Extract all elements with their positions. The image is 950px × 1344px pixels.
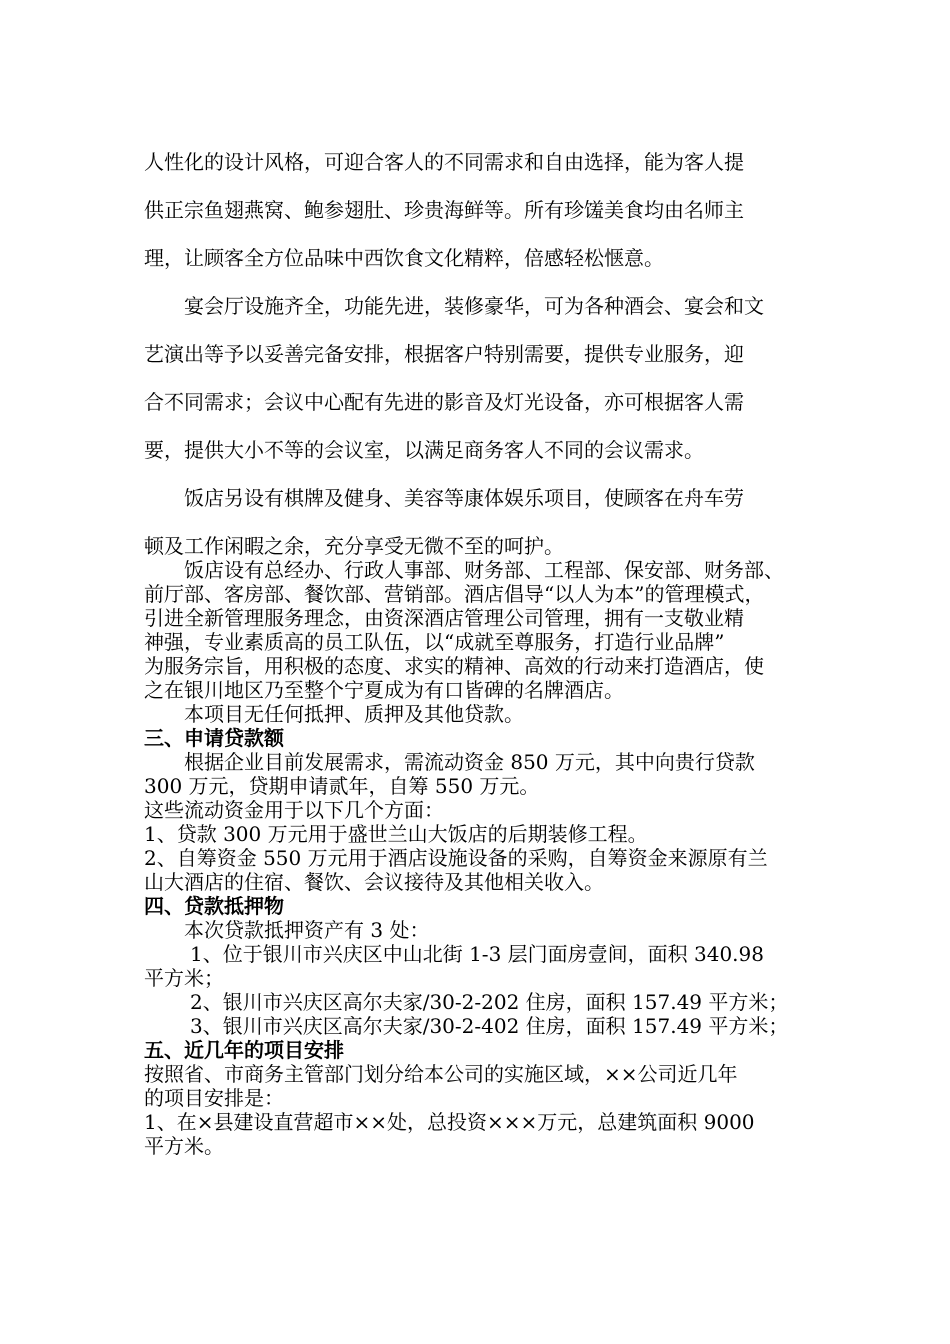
paragraph-line: 前厅部、客房部、餐饮部、营销部。酒店倡导“以人为本”的管理模式， xyxy=(144,582,765,606)
paragraph-line: 理，让顾客全方位品味中西饮食文化精粹，倍感轻松惬意。 xyxy=(144,246,664,270)
paragraph-line: 按照省、市商务主管部门划分给本公司的实施区域，××公司近几年 xyxy=(144,1062,738,1086)
list-item: 2、自筹资金 550 万元用于酒店设施设备的采购，自筹资金来源原有兰 xyxy=(144,846,768,870)
section-heading: 三、申请贷款额 xyxy=(144,726,284,750)
paragraph-line: 为服务宗旨，用积极的态度、求实的精神、高效的行动来打造酒店，使 xyxy=(144,654,764,678)
paragraph-line: 引进全新管理服务理念，由资深酒店管理公司管理，拥有一支敬业精 xyxy=(144,606,744,630)
list-item: 平方米； xyxy=(144,966,224,990)
list-item: 1、位于银川市兴庆区中山北街 1-3 层门面房壹间，面积 340.98 xyxy=(190,942,764,966)
paragraph-line: 合不同需求；会议中心配有先进的影音及灯光设备，亦可根据客人需 xyxy=(144,390,744,414)
paragraph-line: 饭店另设有棋牌及健身、美容等康体娱乐项目，使顾客在舟车劳 xyxy=(184,486,744,510)
paragraph-line: 的项目安排是： xyxy=(144,1086,284,1110)
paragraph-line: 本次贷款抵押资产有 3 处： xyxy=(184,918,430,942)
paragraph-line: 这些流动资金用于以下几个方面： xyxy=(144,798,444,822)
paragraph-line: 供正宗鱼翅燕窝、鲍参翅肚、珍贵海鲜等。所有珍馐美食均由名师主 xyxy=(144,198,744,222)
paragraph-line: 本项目无任何抵押、质押及其他贷款。 xyxy=(184,702,524,726)
section-heading: 四、贷款抵押物 xyxy=(144,894,284,918)
list-item: 平方米。 xyxy=(144,1134,224,1158)
paragraph-line: 艺演出等予以妥善完备安排，根据客户特别需要，提供专业服务，迎 xyxy=(144,342,744,366)
paragraph-line: 之在银川地区乃至整个宁夏成为有口皆碑的名牌酒店。 xyxy=(144,678,624,702)
paragraph-line: 要，提供大小不等的会议室，以满足商务客人不同的会议需求。 xyxy=(144,438,704,462)
list-item: 3、银川市兴庆区高尔夫家/30-2-402 住房，面积 157.49 平方米； xyxy=(190,1014,789,1038)
paragraph-line: 顿及工作闲暇之余，充分享受无微不至的呵护。 xyxy=(144,534,564,558)
paragraph-line: 宴会厅设施齐全，功能先进，装修豪华，可为各种酒会、宴会和文 xyxy=(184,294,764,318)
paragraph-line: 饭店设有总经办、行政人事部、财务部、工程部、保安部、财务部、 xyxy=(184,558,784,582)
paragraph-line: 300 万元，贷期申请贰年，自筹 550 万元。 xyxy=(144,774,540,798)
paragraph-line: 根据企业目前发展需求，需流动资金 850 万元，其中向贵行贷款 xyxy=(184,750,755,774)
list-item: 1、在×县建设直营超市××处，总投资×××万元，总建筑面积 9000 xyxy=(144,1110,755,1134)
list-item: 1、贷款 300 万元用于盛世兰山大饭店的后期装修工程。 xyxy=(144,822,648,846)
list-item: 山大酒店的住宿、餐饮、会议接待及其他相关收入。 xyxy=(144,870,604,894)
list-item: 2、银川市兴庆区高尔夫家/30-2-202 住房，面积 157.49 平方米； xyxy=(190,990,789,1014)
paragraph-line: 神强，专业素质高的员工队伍，以“成就至尊服务，打造行业品牌” xyxy=(144,630,725,654)
section-heading: 五、近几年的项目安排 xyxy=(144,1038,344,1062)
paragraph-line: 人性化的设计风格，可迎合客人的不同需求和自由选择，能为客人提 xyxy=(144,150,744,174)
